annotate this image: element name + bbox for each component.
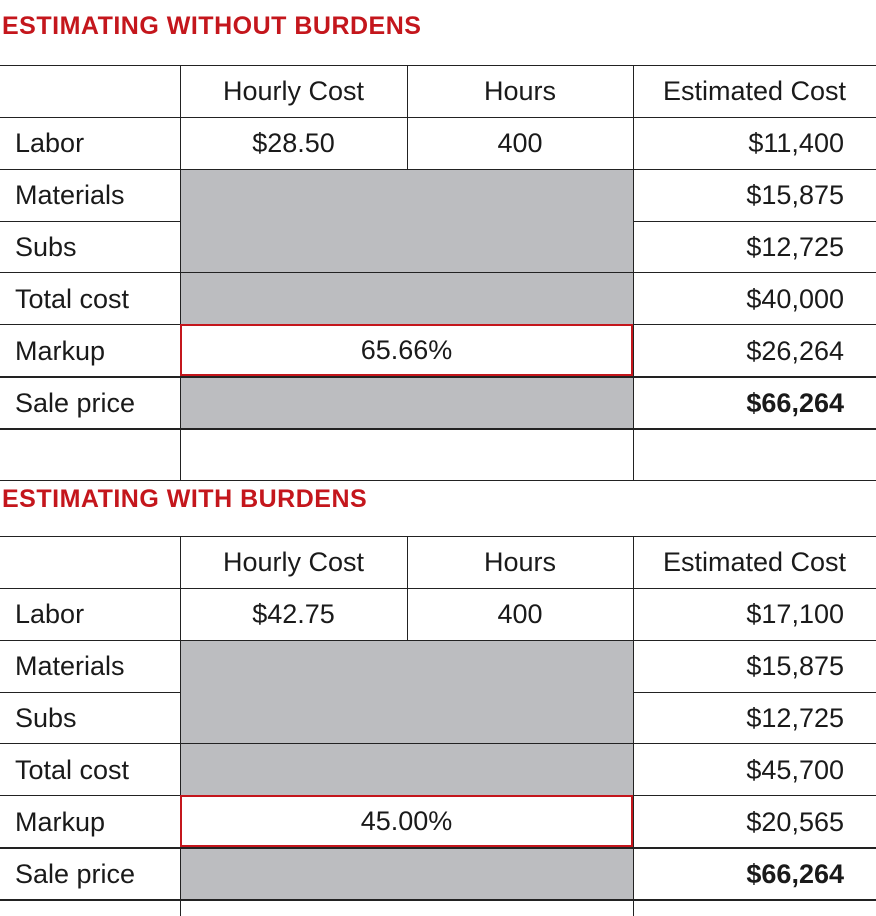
row-label-materials: Materials xyxy=(15,651,125,681)
total-cost-row xyxy=(0,273,876,325)
header-estimated-cost: Estimated Cost xyxy=(662,76,847,106)
subs-estimated-cost: $12,725 xyxy=(746,232,844,262)
grid-line xyxy=(0,169,876,170)
labor-estimated-cost: $11,400 xyxy=(748,128,844,158)
labor-row xyxy=(0,117,876,169)
grid-line xyxy=(0,588,876,589)
grid-line xyxy=(407,65,408,169)
row-label-sale-price: Sale price xyxy=(15,859,136,889)
sale-price-estimated-cost: $66,264 xyxy=(746,859,844,889)
grid-line xyxy=(180,65,181,481)
header-estimated-cost: Estimated Cost xyxy=(662,547,847,577)
grid-line xyxy=(0,640,876,641)
row-label-markup: Markup xyxy=(15,807,106,837)
materials-estimated-cost: $15,875 xyxy=(746,651,844,681)
grid-line xyxy=(633,65,634,481)
markup-estimated-cost: $20,565 xyxy=(746,807,844,837)
labor-hours: 400 xyxy=(497,128,543,158)
grid-line xyxy=(0,899,876,901)
labor-hourly-cost: $42.75 xyxy=(252,599,335,629)
grid-line xyxy=(0,376,876,378)
subs-row xyxy=(0,692,876,744)
row-label-labor: Labor xyxy=(15,599,85,629)
header-row xyxy=(0,65,876,117)
row-label-subs: Subs xyxy=(15,232,77,262)
row-label-markup: Markup xyxy=(15,336,106,366)
labor-hours: 400 xyxy=(497,599,543,629)
labor-hourly-cost: $28.50 xyxy=(252,128,335,158)
labor-estimated-cost: $17,100 xyxy=(746,599,844,629)
subs-estimated-cost: $12,725 xyxy=(746,703,844,733)
grid-line xyxy=(0,117,876,118)
grid-line xyxy=(180,536,181,916)
row-label-materials: Materials xyxy=(15,180,125,210)
grid-line xyxy=(0,692,180,693)
total-estimated-cost: $45,700 xyxy=(746,755,844,785)
row-label-total-cost: Total cost xyxy=(15,284,130,314)
header-hourly-cost: Hourly Cost xyxy=(222,547,365,577)
row-label-subs: Subs xyxy=(15,703,77,733)
grid-line xyxy=(633,692,876,693)
markup-estimated-cost: $26,264 xyxy=(746,336,844,366)
estimate-table-without-burdens xyxy=(0,65,876,429)
grid-line xyxy=(0,536,876,537)
labor-row xyxy=(0,588,876,640)
markup-percent-overlay: 65.66% xyxy=(360,335,453,365)
grid-line xyxy=(0,743,876,744)
markup-percent: 45.00% xyxy=(360,806,453,836)
row-label-total-cost: Total cost xyxy=(15,755,130,785)
header-row xyxy=(0,536,876,588)
grid-line xyxy=(0,847,876,849)
sale-price-estimated-cost: $66,264 xyxy=(746,388,844,418)
grid-line xyxy=(0,480,876,481)
grid-line xyxy=(633,221,876,222)
grid-line xyxy=(0,221,180,222)
subs-row xyxy=(0,221,876,273)
materials-row xyxy=(0,169,876,221)
sale-price-row xyxy=(0,377,876,429)
materials-estimated-cost: $15,875 xyxy=(746,180,844,210)
header-hourly-cost: Hourly Cost xyxy=(222,76,365,106)
header-hours: Hours xyxy=(483,76,557,106)
total-estimated-cost: $40,000 xyxy=(746,284,844,314)
section-title-with-burdens: ESTIMATING WITH BURDENS xyxy=(2,485,368,513)
grid-line xyxy=(0,428,876,430)
header-hours: Hours xyxy=(483,547,557,577)
row-label-labor: Labor xyxy=(15,128,85,158)
grid-line xyxy=(407,536,408,640)
materials-row xyxy=(0,640,876,692)
total-cost-row xyxy=(0,744,876,796)
row-label-sale-price: Sale price xyxy=(15,388,136,418)
section-title-without-burdens: ESTIMATING WITHOUT BURDENS xyxy=(2,12,422,40)
grid-line xyxy=(0,65,876,66)
estimate-table-with-burdens xyxy=(0,536,876,900)
grid-line xyxy=(0,272,876,273)
sale-price-row xyxy=(0,848,876,900)
grid-line xyxy=(633,536,634,916)
